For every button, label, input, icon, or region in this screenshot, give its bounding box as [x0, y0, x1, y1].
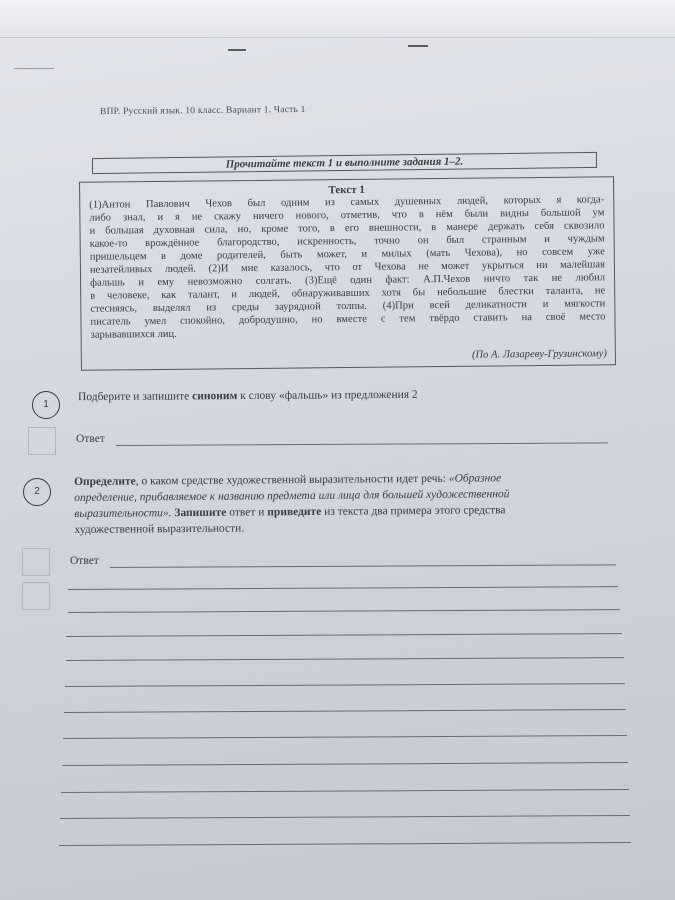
task-2-text: из текста два примера этого средства — [321, 504, 506, 518]
answer-line[interactable] — [61, 789, 629, 793]
text-line: в человеке, как талант, и людей, обнаруживавших хотя бы небольшие блестки таланта, не — [90, 285, 606, 302]
task-1-prompt — [78, 387, 418, 405]
print-mark — [228, 49, 246, 51]
text-line: стесняясь, выделял из среды заурядной толпы. (4)При всей деликатности и мягкости — [90, 298, 606, 315]
task-2-keyword: приведите — [267, 505, 322, 519]
text-line: писатель умел спокойно, добродушно, но вместе с тем твёрдо ставить на своё место — [90, 311, 606, 328]
answer-line[interactable] — [66, 633, 622, 637]
task-2-text: ответ и — [226, 506, 268, 519]
answer-line[interactable] — [62, 762, 628, 766]
task-2-score-box — [22, 548, 50, 576]
task-2-keyword: Запишите — [171, 506, 227, 520]
paper-fold-edge — [0, 0, 675, 38]
reading-instruction: Прочитайте текст 1 и выполните задания 1–2. — [92, 152, 597, 174]
task-2-quote: выразительности». — [74, 507, 172, 520]
task-1-keyword: синоним — [192, 390, 238, 403]
answer-line[interactable] — [60, 815, 630, 819]
text-line: фальшь и ему невозможно солгать. (3)Ещё один факт: А.П.Чехов ничто так не любил — [90, 272, 606, 289]
task-2-quote: определение, прибавляемое к названию предмета или лица для большей художественной — [74, 488, 510, 504]
task-1-score-box — [28, 427, 56, 455]
task-2-number: 2 — [23, 478, 51, 506]
task-1-prompt-part: Подберите и запишите — [77, 390, 193, 404]
answer-line[interactable] — [59, 842, 631, 846]
text-line: (1)Антон Павлович Чехов был одним из самых душевных людей, которых я когда- — [89, 194, 605, 211]
task-2-score-box — [22, 582, 50, 610]
text-line: какое-то врождённое благородство, искренность, точно он был странным и чуждым — [89, 233, 605, 250]
text-attribution: (По А. Лазареву-Грузинскому) — [471, 348, 607, 361]
task-2-quote: «Образное — [448, 472, 502, 485]
task-2-text: , о каком средстве художественной выразительности идет речь: — [135, 472, 449, 488]
answer-line[interactable] — [65, 683, 625, 687]
print-mark — [14, 68, 54, 69]
task-2-line — [74, 502, 505, 522]
text-1-title: Текст 1 — [328, 183, 365, 197]
print-mark — [408, 45, 428, 47]
task-2-keyword: Определите — [74, 475, 136, 488]
task-1-number: 1 — [32, 391, 60, 419]
text-line: пришельцем в доме родителей, быть может, и милых (мать Чехова), но совсем уже — [89, 246, 605, 263]
task-1-answer-label: Ответ — [76, 433, 105, 445]
text-1-box — [79, 176, 616, 371]
text-line: либо знал, и я не скажу ничего нового, отметив, что в нём были видны большой ум — [89, 207, 605, 224]
answer-line[interactable] — [68, 586, 618, 590]
answer-line[interactable] — [68, 609, 620, 613]
answer-line[interactable] — [64, 709, 626, 713]
task-2-answer-label: Ответ — [70, 555, 99, 567]
text-line: незатейливых людей. (2)И мне казалось, что от Чехова не может укрыться ни малейшая — [89, 259, 605, 276]
text-line: зарывавшихся лиц. — [90, 328, 177, 341]
task-1-answer-line[interactable] — [116, 442, 608, 446]
text-line: и большая духовная сила, но, кроме того, в его внешности, в манере держать себя сквозило — [89, 220, 605, 237]
page-header: ВПР. Русский язык. 10 класс. Вариант 1. Часть 1 — [99, 104, 306, 118]
answer-line[interactable] — [110, 564, 616, 568]
task-1-prompt-part: к слову «фальшь» из предложения 2 — [237, 388, 418, 403]
answer-line[interactable] — [63, 735, 627, 739]
answer-line[interactable] — [66, 657, 624, 661]
task-2-line: художественной выразительности. — [74, 522, 245, 536]
